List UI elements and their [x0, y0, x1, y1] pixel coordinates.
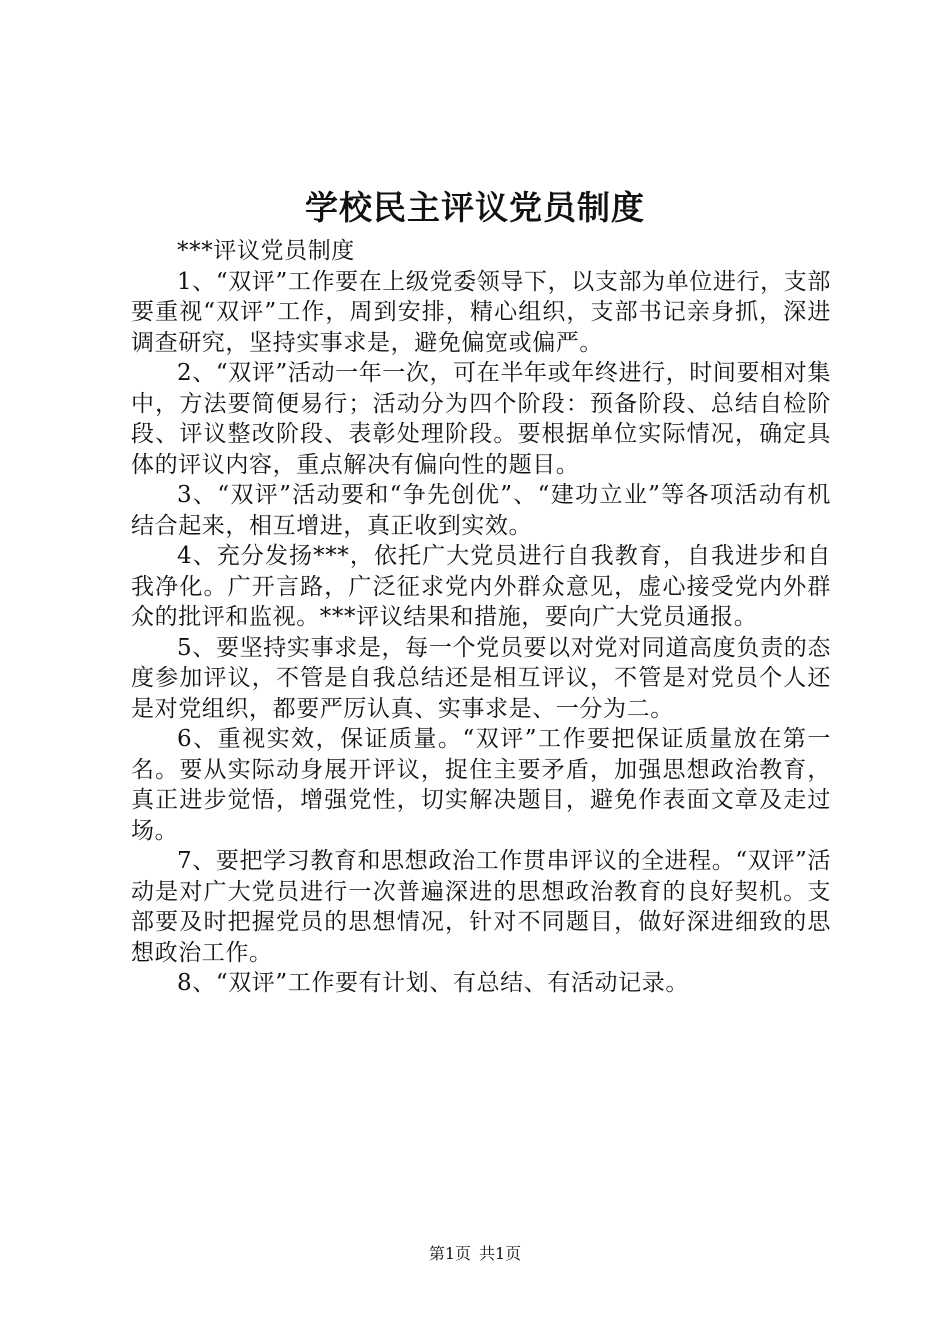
document-title: 学校民主评议党员制度 — [305, 188, 645, 227]
paragraph-7: 7、要把学习教育和思想政治工作贯串评议的全进程。“双评”活动是对广大党员进行一次普遍深进的思想政治教育的良好契机。支部要及时把握党员的思想情况，针对不同题目，做好深进细致的思想政治工作。 — [131, 848, 831, 966]
page-number-total: 共1页 — [479, 1244, 522, 1263]
paragraph-1: 1、“双评”工作要在上级党委领导下，以支部为单位进行，支部要重视“双评”工作，周到安排，精心组织，支部书记亲身抓，深进调查研究，坚持实事求是，避免偏宽或偏严。 — [131, 268, 831, 356]
paragraph-heading: ***评议党员制度 — [177, 238, 355, 264]
paragraph-4: 4、充分发扬***，依托广大党员进行自我教育，自我进步和自我净化。广开言路，广泛征求党内外群众意见，虚心接受党内外群众的批评和监视。***评议结果和措施，要向广大党员通报。 — [131, 543, 831, 630]
paragraph-3: 3、“双评”活动要和“争先创优”、“建功立业”等各项活动有机结合起来，相互增进，真正收到实效。 — [131, 482, 831, 539]
paragraph-5: 5、要坚持实事求是，每一个党员要以对党对同道高度负责的态度参加评议，不管是自我总结还是相互评议，不管是对党员个人还是对党组织，都要严厉认真、实事求是、一分为二。 — [131, 634, 831, 722]
page-number-current: 第1页 — [428, 1244, 471, 1263]
document-body — [131, 236, 831, 999]
page-footer — [0, 1242, 950, 1266]
paragraph-6: 6、重视实效，保证质量。“双评”工作要把保证质量放在第一名。要从实际动身展开评议，捉住主要矛盾，加强思想政治教育，真正进步觉悟，增强党性，切实解决题目，避免作表面文章及走过场。 — [131, 726, 831, 844]
paragraph-8: 8、“双评”工作要有计划、有总结、有活动记录。 — [177, 970, 689, 996]
paragraph-2: 2、“双评”活动一年一次，可在半年或年终进行，时间要相对集中，方法要简便易行；活动分为四个阶段：预备阶段、总结自检阶段、评议整改阶段、表彰处理阶段。要根据单位实际情况，确定具体的评议内容，重点解决有偏向性的题目。 — [131, 360, 831, 478]
